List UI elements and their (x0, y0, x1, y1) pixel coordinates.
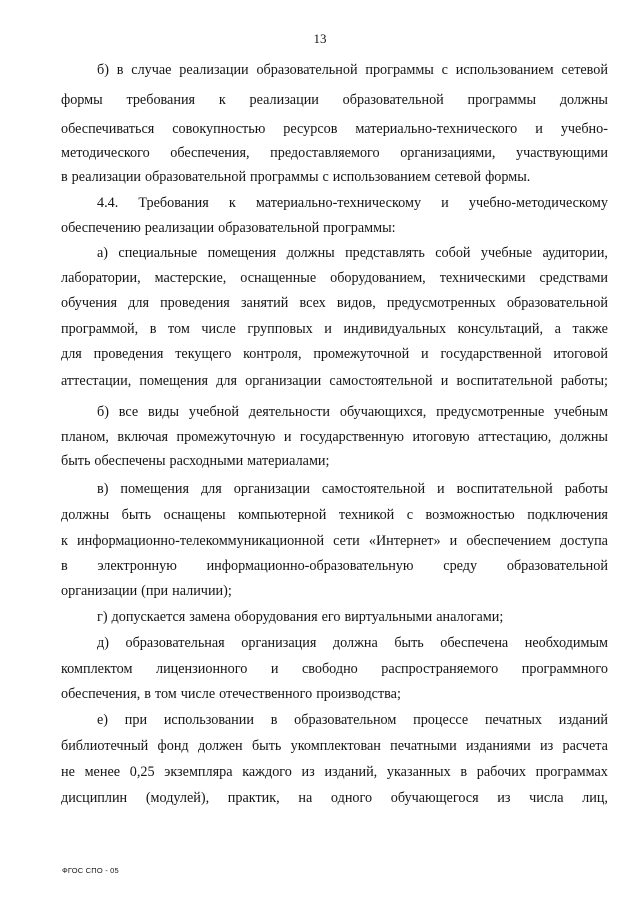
word: укомплектован (290, 738, 381, 754)
word: реализации (71, 169, 142, 185)
word: сетевой (434, 169, 482, 185)
text-line (61, 120, 608, 139)
word: Требования (138, 195, 209, 211)
text-line (61, 557, 608, 576)
text-line (61, 428, 608, 447)
text-line (61, 91, 608, 110)
word: числе (180, 686, 216, 702)
word: 4.4. (97, 195, 119, 211)
word: оборудования (234, 609, 318, 625)
word: участвующими (515, 145, 608, 161)
word: экземпляра (164, 764, 233, 780)
word: необходимым (524, 635, 608, 651)
word: обеспечиваться (61, 121, 155, 137)
word: и (270, 661, 279, 677)
word: представлять (345, 245, 425, 261)
word: материалами; (247, 453, 330, 469)
word: ресурсов (283, 121, 338, 137)
word: при (124, 712, 148, 728)
word: промежуточную (176, 429, 276, 445)
word: учебные (480, 245, 533, 261)
word: 0,25 (129, 764, 155, 780)
text-line (61, 737, 608, 756)
word: программы: (323, 220, 396, 236)
word: в (270, 712, 278, 728)
word: обучения (61, 295, 118, 311)
word: собой (435, 245, 471, 261)
word: к (228, 195, 236, 211)
word: предусмотренных (386, 295, 496, 311)
word: материально-технического (355, 121, 518, 137)
word: обучающихся, (339, 404, 427, 420)
word: реализации (249, 92, 319, 108)
word: учебно-методическому (468, 195, 608, 211)
word: индивидуальных (343, 321, 447, 337)
word: занятий (240, 295, 289, 311)
word: должны (559, 429, 608, 445)
word: расчета (562, 738, 608, 754)
word: б) (97, 62, 109, 78)
word: на (298, 790, 313, 806)
word: использовании (163, 712, 254, 728)
word: обучающегося (390, 790, 479, 806)
word: оборудованием, (330, 270, 426, 286)
word: материально-техническому (255, 195, 422, 211)
word: и (535, 121, 543, 137)
text-line (61, 789, 608, 808)
word: виртуальными (344, 609, 433, 625)
word: организациями, (400, 145, 496, 161)
text-line (61, 144, 608, 163)
word: печатных (484, 712, 542, 728)
word: воспитательной (456, 481, 553, 497)
word: организации (61, 583, 138, 599)
word: консультаций, (457, 321, 544, 337)
text-line (97, 244, 608, 263)
word: сетевой (561, 62, 608, 78)
word: программой, (61, 321, 139, 337)
word: б) (97, 404, 109, 420)
word: образовательной (218, 220, 320, 236)
word: расходными (169, 453, 244, 469)
word: г) (97, 609, 108, 625)
text-line (97, 634, 608, 653)
word: электронную (97, 558, 177, 574)
word: групповых (247, 321, 313, 337)
word: должны (559, 92, 608, 108)
word: текущего (175, 346, 232, 362)
word: для (200, 481, 222, 497)
word: в (149, 321, 157, 337)
word: числа (529, 790, 564, 806)
text-line (97, 711, 608, 730)
word: наличии); (172, 583, 232, 599)
word: в (144, 686, 151, 702)
word: аттестации, (61, 373, 132, 389)
word: обеспечению (61, 220, 141, 236)
word: (модулей), (145, 790, 210, 806)
word: специальные (118, 245, 198, 261)
word: распространяемого (381, 661, 499, 677)
text-line (97, 480, 608, 499)
word: работы; (560, 373, 608, 389)
word: и (437, 481, 445, 497)
word: не (61, 764, 75, 780)
word: работы (564, 481, 608, 497)
word: все (118, 404, 139, 420)
word: техникой (338, 507, 395, 523)
word: информационно-телекоммуникационной (77, 533, 325, 549)
text-line (61, 506, 608, 525)
text-line (61, 685, 608, 704)
word: мастерские, (154, 270, 227, 286)
word: печатными (390, 738, 457, 754)
word: должен (197, 738, 243, 754)
word: программы (250, 169, 319, 185)
word: для (128, 295, 149, 311)
word: реализации (144, 220, 215, 236)
word: для (216, 373, 237, 389)
word: изданий, (324, 764, 378, 780)
word: (при (141, 583, 169, 599)
word: государственную (299, 429, 404, 445)
text-line (97, 608, 608, 627)
word: итоговую (412, 429, 470, 445)
word: одного (330, 790, 373, 806)
word: лиц, (582, 790, 608, 806)
word: организации (245, 373, 322, 389)
word: в (460, 764, 468, 780)
word: аналогами; (436, 609, 504, 625)
text-line (97, 403, 608, 422)
word: замена (189, 609, 231, 625)
word: средствами (539, 270, 608, 286)
word: в (61, 169, 68, 185)
word: с (441, 62, 448, 78)
word: среду (443, 558, 478, 574)
word: аттестацию, (478, 429, 552, 445)
word: воспитательной (456, 373, 553, 389)
word: возможностью (425, 507, 515, 523)
word: должны (286, 245, 335, 261)
word: фонд (157, 738, 189, 754)
text-line (61, 372, 608, 391)
word: образовательной (256, 62, 358, 78)
word: быть (61, 453, 91, 469)
word: комплектом (61, 661, 133, 677)
word: д) (97, 635, 109, 651)
word: и (441, 195, 449, 211)
word: изданиями (465, 738, 531, 754)
word: проведения (160, 295, 230, 311)
word: быть (121, 507, 152, 523)
text-line (61, 582, 608, 601)
word: том (167, 321, 190, 337)
word: с (322, 169, 329, 185)
word: е) (97, 712, 109, 728)
word: «Интернет» (368, 533, 441, 549)
word: том (154, 686, 177, 702)
word: самостоятельной (321, 481, 426, 497)
text-line (61, 320, 608, 339)
word: и (449, 533, 458, 549)
word: учебно- (560, 121, 608, 137)
text-line (61, 763, 608, 782)
word: учебным (554, 404, 608, 420)
text-line (97, 194, 608, 213)
word: помещения (207, 245, 277, 261)
word: обеспечена (440, 635, 509, 651)
word: государственной (440, 346, 542, 362)
word: указанных (386, 764, 451, 780)
text-line (61, 219, 608, 238)
word: и (283, 429, 292, 445)
word: случае (131, 62, 172, 78)
word: предоставляемого (270, 145, 380, 161)
word: лаборатории, (61, 270, 141, 286)
word: числе (201, 321, 236, 337)
word: информационно-образовательную (206, 558, 414, 574)
text-line (61, 345, 608, 364)
word: оснащены (163, 507, 226, 523)
word: использованием (455, 62, 554, 78)
word: а (554, 321, 561, 337)
word: контроля, (243, 346, 302, 362)
word: техническими (439, 270, 526, 286)
word: требования (126, 92, 196, 108)
word: для (61, 346, 82, 362)
word: подключения (527, 507, 608, 523)
text-line (61, 269, 608, 288)
word: из (301, 764, 315, 780)
word: образовательной (506, 295, 608, 311)
word: в (61, 558, 68, 574)
word: предусмотренные (436, 404, 545, 420)
word: практик, (227, 790, 280, 806)
word: обеспечения, (170, 145, 250, 161)
word: включая (117, 429, 169, 445)
word: также (572, 321, 608, 337)
text-line (61, 452, 608, 471)
word: деятельности (248, 404, 331, 420)
word: помещения (139, 373, 209, 389)
word: образовательной (506, 558, 608, 574)
word: оснащенные (240, 270, 317, 286)
word: учебной (188, 404, 239, 420)
word: использованием (332, 169, 431, 185)
word: программы (467, 92, 537, 108)
word: организация (241, 635, 317, 651)
word: процессе (413, 712, 469, 728)
word: в (116, 62, 124, 78)
word: и (324, 321, 332, 337)
word: планом, (61, 429, 109, 445)
word: программного (521, 661, 608, 677)
word: должна (332, 635, 378, 651)
word: рабочих (476, 764, 526, 780)
word: каждого (242, 764, 292, 780)
word: помещения (120, 481, 190, 497)
word: проведения (93, 346, 164, 362)
word: самостоятельной (329, 373, 433, 389)
word: отечественного (219, 686, 313, 702)
word: к (61, 533, 68, 549)
word: менее (84, 764, 121, 780)
word: итоговой (553, 346, 608, 362)
word: доступа (560, 533, 608, 549)
word: обеспечения, (61, 686, 141, 702)
word: и (440, 373, 449, 389)
word: образовательной (342, 92, 444, 108)
word: формы (61, 92, 103, 108)
word: должны (61, 507, 110, 523)
word: сети (333, 533, 360, 549)
word: быть (251, 738, 282, 754)
word: быть (394, 635, 424, 651)
word: программы (365, 62, 434, 78)
footer-label: ФГОС СПО - 05 (62, 866, 119, 875)
word: изданий (558, 712, 608, 728)
word: и (421, 346, 429, 362)
word: с (406, 507, 414, 523)
word: виды (148, 404, 180, 420)
word: промежуточной (313, 346, 410, 362)
word: реализации (179, 62, 249, 78)
word: библиотечный (61, 738, 149, 754)
word: обеспечены (94, 453, 166, 469)
word: а) (97, 245, 109, 261)
text-line (97, 61, 608, 80)
word: из (497, 790, 511, 806)
page-number: 13 (313, 31, 327, 46)
text-line (61, 168, 608, 187)
word: формы. (485, 169, 531, 185)
word: его (321, 609, 341, 625)
word: дисциплин (61, 790, 128, 806)
word: в) (97, 481, 109, 497)
word: совокупностью (172, 121, 266, 137)
word: образовательном (294, 712, 397, 728)
word: свободно (301, 661, 358, 677)
word: производства; (316, 686, 401, 702)
word: программах (535, 764, 608, 780)
text-line (61, 532, 608, 551)
word: компьютерной (238, 507, 327, 523)
word: образовательная (125, 635, 225, 651)
word: лицензионного (156, 661, 248, 677)
word: из (539, 738, 554, 754)
text-line (61, 294, 608, 313)
word: видов, (336, 295, 376, 311)
word: аудитории, (542, 245, 608, 261)
word: допускается (111, 609, 186, 625)
word: обеспечением (466, 533, 551, 549)
word: образовательной (144, 169, 247, 185)
word: методического (61, 145, 150, 161)
word: к (218, 92, 226, 108)
word: организации (233, 481, 310, 497)
word: всех (299, 295, 326, 311)
text-line (61, 660, 608, 679)
